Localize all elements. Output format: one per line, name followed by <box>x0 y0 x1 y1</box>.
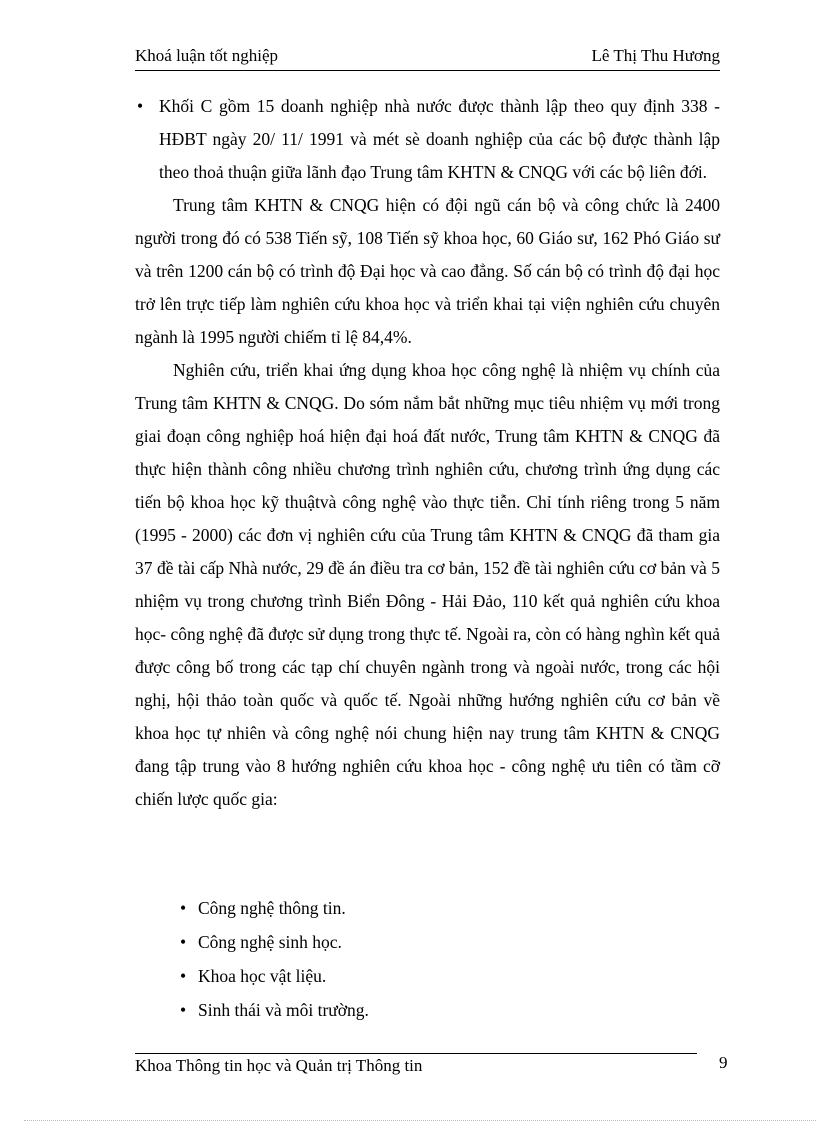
footer-divider <box>135 1053 697 1054</box>
bullet-paragraph-text: Khối C gồm 15 doanh nghiệp nhà nước được thành lập theo quy định 338 - HĐBT ngày 20/ 11/ 1991 và mét sè doanh nghiệp của các bộ được thành lập theo thoả thuận giữa lãnh đạo Trung tâm KHTN & CNQG với các bộ liên đới. <box>159 96 720 182</box>
list-item: • Khoa học vật liệu. <box>180 959 369 993</box>
bullet-icon: • <box>180 966 187 986</box>
header-title: Khoá luận tốt nghiệp <box>135 46 279 65</box>
header-author: Lê Thị Thu Hương <box>591 46 720 65</box>
bullet-icon: • <box>180 932 187 952</box>
page-header <box>135 44 720 71</box>
bullet-icon: • <box>180 898 187 918</box>
bullet-icon: • <box>137 96 144 116</box>
page-edge-divider <box>24 1120 816 1121</box>
paragraph-staff: Trung tâm KHTN & CNQG hiện có đội ngũ cán bộ và công chức là 2400 người trong đó có 538 Tiến sỹ, 108 Tiến sỹ khoa học, 60 Giáo sư, 162 Phó Giáo sư và trên 1200 cán bộ có trình độ Đại học và cao đẳng. Số cán bộ có trình độ đại học trở lên trực tiếp làm nghiên cứu khoa học và triển khai tại viện nghiên cứu chuyên ngành là 1995 người chiếm tỉ lệ 84,4%. <box>135 195 720 347</box>
list-item: • Công nghệ sinh học. <box>180 925 369 959</box>
list-item: • Sinh thái và môi trường. <box>180 993 369 1027</box>
priority-list <box>180 891 369 1027</box>
paragraph-research: Nghiên cứu, triển khai ứng dụng khoa học công nghệ là nhiệm vụ chính của Trung tâm KHTN & CNQG. Do sóm nắm bắt những mục tiêu nhiệm vụ mới trong giai đoạn công nghiệp hoá hiện đại hoá đất nước, Trung tâm KHTN & CNQG đã thực hiện thành công nhiều chương trình nghiên cứu, chương trình ứng dụng các tiến bộ khoa học kỹ thuậtvà công nghệ vào thực tiễn. Chỉ tính riêng trong 5 năm (1995 - 2000) các đơn vị nghiên cứu của Trung tâm KHTN & CNQG đã tham gia 37 đề tài cấp Nhà nước, 29 đề án điều tra cơ bản, 152 đề tài nghiên cứu cơ bản và 5 nhiệm vụ trong chương trình Biển Đông - Hải Đảo, 110 kết quả nghiên cứu khoa học- công nghệ đã được sử dụng trong thực tế. Ngoài ra, còn có hàng nghìn kết quả được công bố trong các tạp chí chuyên ngành trong và ngoài nước, trong các hội nghị, hội thảo toàn quốc và quốc tế. Ngoài những hướng nghiên cứu cơ bản về khoa học tự nhiên và công nghệ nói chung hiện nay trung tâm KHTN & CNQG đang tập trung vào 8 hướng nghiên cứu khoa học - công nghệ ưu tiên có tầm cỡ chiến lược quốc gia: <box>135 360 720 809</box>
bullet-icon: • <box>180 1000 187 1020</box>
bullet-paragraph <box>135 90 720 189</box>
page-number: 9 <box>719 1053 728 1072</box>
footer-department: Khoa Thông tin học và Quản trị Thông tin <box>135 1056 423 1075</box>
page-body <box>135 90 720 816</box>
list-item: • Công nghệ thông tin. <box>180 891 369 925</box>
